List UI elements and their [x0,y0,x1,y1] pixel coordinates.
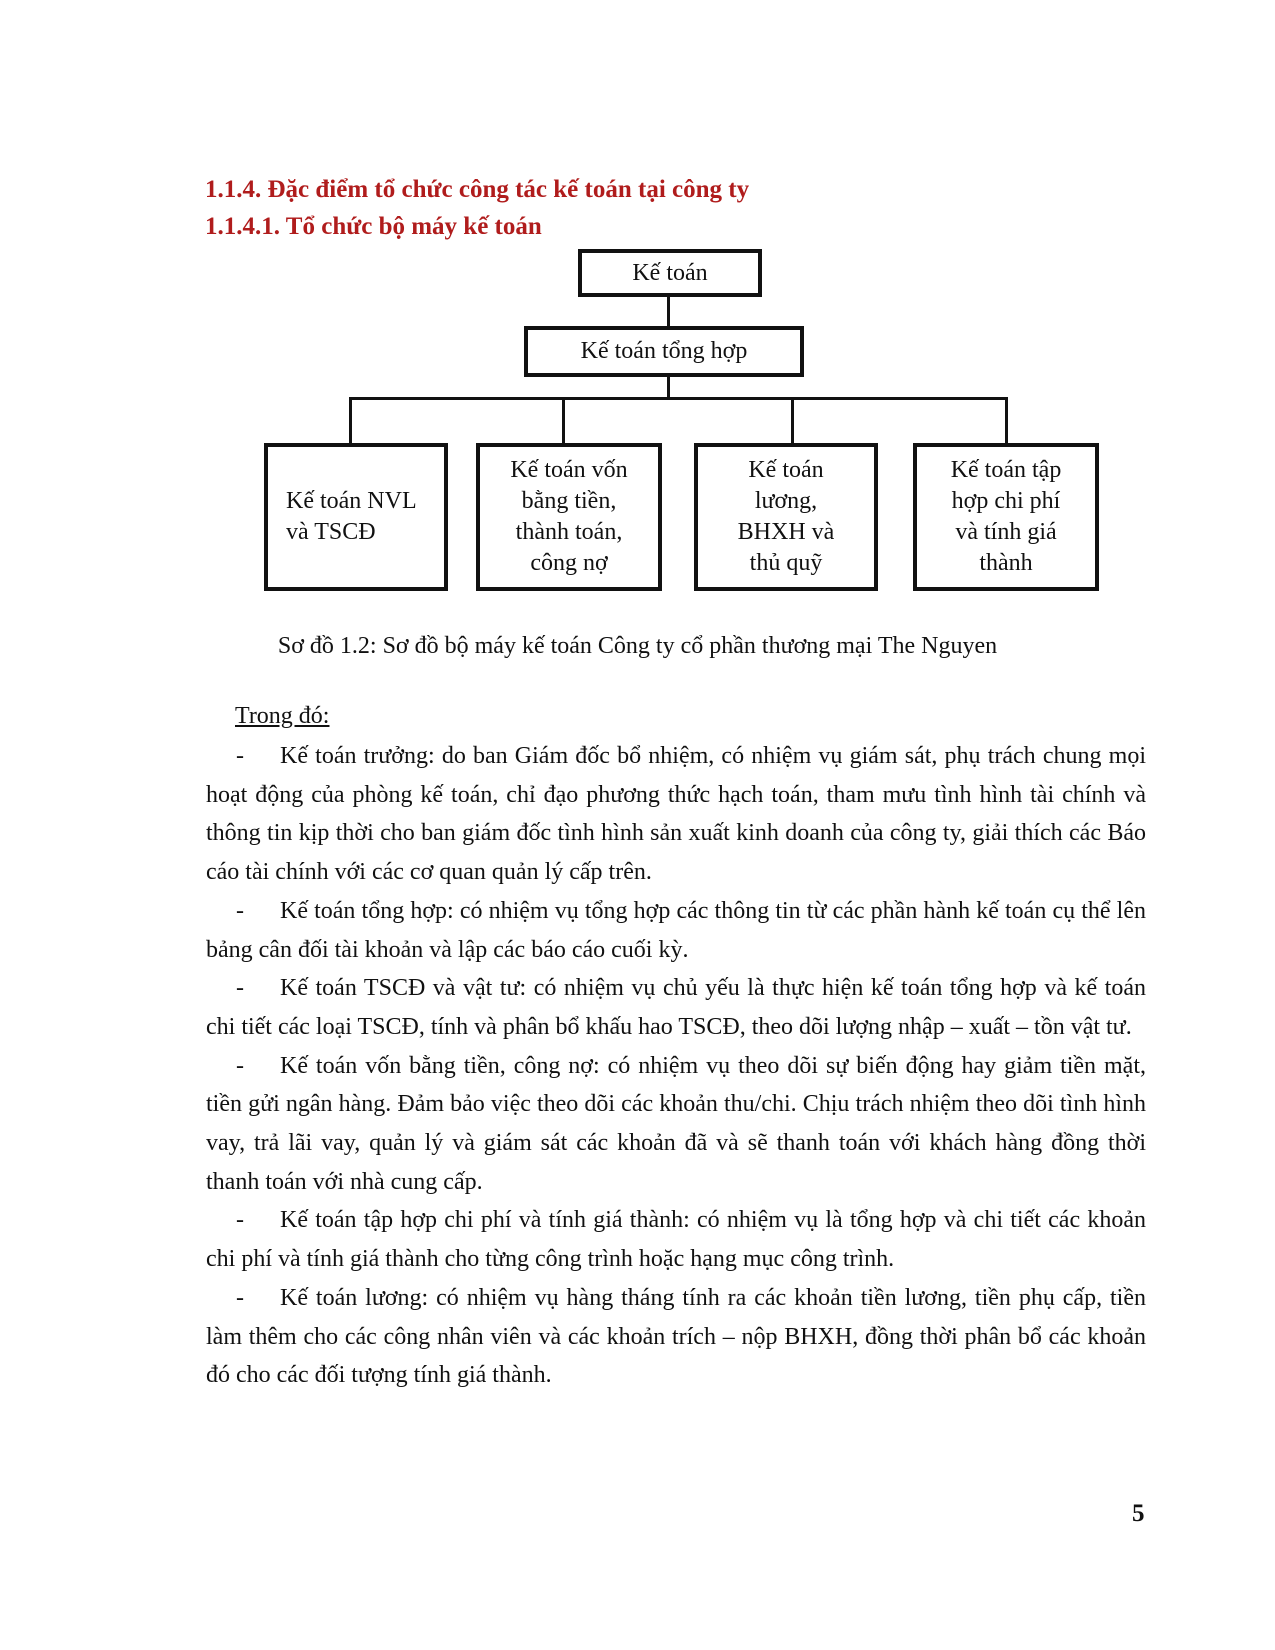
bullet-dash: - [236,743,244,769]
list-item [206,1201,1146,1278]
page-number: 5 [1132,1500,1145,1527]
bullet-dash: - [236,975,244,1002]
list-item-text: Kế toán vốn bằng tiền, công nợ: có nhiệm vụ theo dõi sự biến động hay giảm tiền mặt, tiền gửi ngân hàng. Đảm bảo việc theo dõi các khoản thu/chi. Chịu trách nhiệm theo dõi tình hình vay, trả lãi vay, quản lý và giám sát các khoản đã và sẽ thanh toán với khách hàng đồng thời thanh toán với nhà cung cấp. [206,1052,1146,1195]
chart-box-leaf: Kế toán NVL và TSCĐ [264,443,448,591]
diagram-caption: Sơ đồ 1.2: Sơ đồ bộ máy kế toán Công ty cổ phần thương mại The Nguyen [277,633,998,659]
section-heading: 1.1.4. Đặc điểm tổ chức công tác kế toán tại công ty [205,176,750,203]
bullet-dash: - [236,1284,244,1311]
bullet-dash: - [236,897,244,924]
connector-middle-bus [667,377,670,399]
chart-box-leaf: Kế toán lương, BHXH và thủ quỹ [694,443,878,591]
connector-leaf-2 [562,397,565,445]
list-item-text: Kế toán tổng hợp: có nhiệm vụ tổng hợp các thông tin từ các phần hành kế toán cụ thể lên bảng cân đối tài khoản và lập các báo cáo cuối kỳ. [206,897,1146,963]
bullet-dash: - [236,1207,244,1234]
list-item-text: Kế toán tập hợp chi phí và tính giá thành: có nhiệm vụ là tổng hợp và chi tiết các khoản chi phí và tính giá thành cho từng công trình hoặc hạng mục công trình. [206,1207,1146,1273]
list-item-text: Kế toán TSCĐ và vật tư: có nhiệm vụ chủ yếu là thực hiện kế toán tổng hợp và kế toán chi tiết các loại TSCĐ, tính và phân bổ khấu hao TSCĐ, theo dõi lượng nhập – xuất – tồn vật tư. [206,975,1146,1040]
list-item-text: Kế toán trưởng: do ban Giám đốc bổ nhiệm, có nhiệm vụ giám sát, phụ trách chung mọi hoạt động của phòng kế toán, chỉ đạo phương thức hạch toán, tham mưu tình hình tài chính và thông tin kịp thời cho ban giám đốc tình hình sản xuất kinh doanh của công ty, giải thích các Báo cáo tài chính với các cơ quan quản lý cấp trên. [206,743,1146,886]
bullet-dash: - [236,1052,244,1079]
connector-leaf-3 [791,397,794,445]
chart-box-top: Kế toán [578,249,762,297]
list-item [206,1047,1146,1202]
chart-box-middle: Kế toán tổng hợp [524,326,804,377]
chart-box-leaf: Kế toán vốn bằng tiền, thành toán, công nợ [476,443,662,591]
subsection-heading: 1.1.4.1. Tổ chức bộ máy kế toán [205,213,542,240]
list-item [206,737,1146,892]
body-paragraphs [206,737,1146,1395]
list-item [206,892,1146,969]
chart-box-leaf: Kế toán tập hợp chi phí và tính giá thành [913,443,1099,591]
connector-bus [349,397,1007,400]
list-item-text: Kế toán lương: có nhiệm vụ hàng tháng tính ra các khoản tiền lương, tiền phụ cấp, tiền làm thêm cho các công nhân viên và các khoản trích – nộp BHXH, đồng thời phân bổ các khoản đó cho các đối tượng tính giá thành. [206,1284,1146,1389]
connector-leaf-4 [1005,397,1008,445]
connector-top-middle [667,297,670,327]
intro-label: Trong đó: [235,703,330,729]
list-item [206,969,1146,1046]
connector-leaf-1 [349,397,352,445]
list-item [206,1279,1146,1395]
